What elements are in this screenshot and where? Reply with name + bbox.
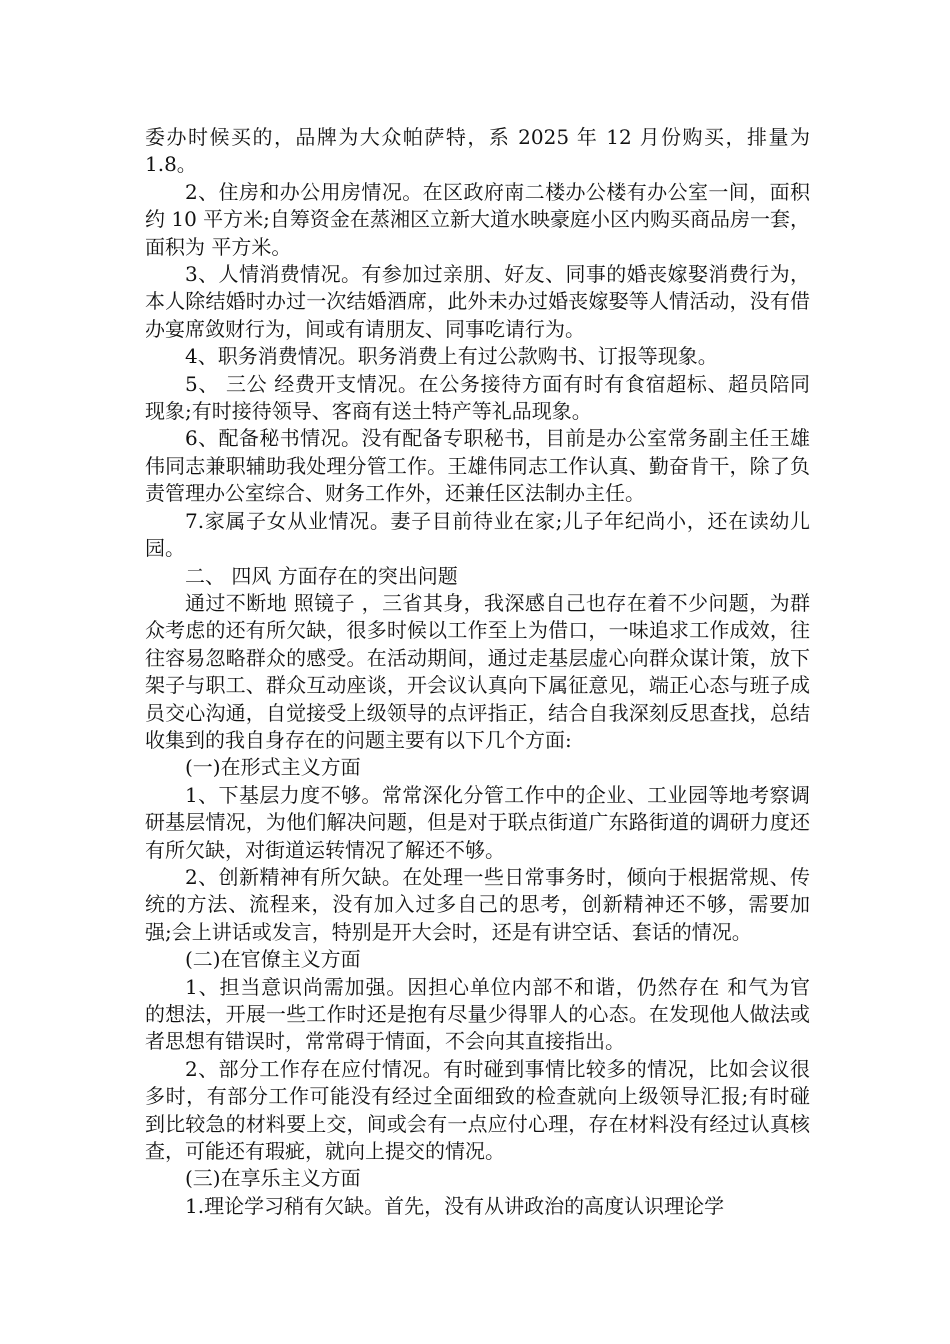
- paragraph-duty-expenses: 4、职务消费情况。职务消费上有过公款购书、订报等现象。: [185, 344, 718, 369]
- paragraph-self-reflection: 通过不断地 照镜子 ，三省其身，我深感自己也存在着不少问题，为群众考虑的还有所欠缺，很多时候以工作至上为借口，一味追求工作成效，往往容易忽略群众的感受。在活动期间，通过走基层虚心向群众谋计策，放下架子与职工、群众互动座谈，开会议认真向下属征意见，端正心态与班子成员交心沟通，自觉接受上级领导的点评指正，结合自我深刻反思查找，总结收集到的我自身存在的问题主要有以下几个方面:: [145, 590, 810, 752]
- paragraph-car-info-continued: 委办时候买的，品牌为大众帕萨特，系 2025 年 12 月份购买，排量为 1.8。: [145, 125, 810, 177]
- paragraph-innovation: 2、创新精神有所欠缺。在处理一些日常事务时，倾向于根据常规、传统的方法、流程来，没有加入过多自己的思考，创新精神还不够，需要加强;会上讲话或发言，特别是开大会时，还是有讲空话、套话的情况。: [145, 864, 810, 944]
- paragraph-social-expenses: 3、人情消费情况。有参加过亲朋、好友、同事的婚丧嫁娶消费行为，本人除结婚时办过一次结婚酒席，此外未办过婚丧嫁娶等人情活动，没有借办宴席敛财行为，间或有请朋友、同事吃请行为。: [145, 262, 810, 341]
- section-heading-four-winds: 二、 四风 方面存在的突出问题: [185, 563, 458, 588]
- document-page: [145, 124, 810, 1220]
- subheading-bureaucratism: (二)在官僚主义方面: [185, 947, 361, 972]
- paragraph-responsibility: 1、担当意识尚需加强。因担心单位内部不和谐，仍然存在 和气为官 的想法，开展一些工作时还是抱有尽量少得罪人的心态。在发现他人做法或者思想有错误时，常常碍于情面，不会向其直接指出。: [145, 974, 810, 1054]
- paragraph-three-public-expenses: 5、 三公 经费开支情况。在公务接待方面有时有食宿超标、超员陪同现象;有时接待领导、客商有送土特产等礼品现象。: [145, 371, 810, 424]
- paragraph-perfunctory-work: 2、部分工作存在应付情况。有时碰到事情比较多的情况，比如会议很多时，有部分工作可能没有经过全面细致的检查就向上级领导汇报;有时碰到比较急的材料要上交，间或会有一点应付心理，存在材料没有经过认真核查，可能还有瑕疵，就向上提交的情况。: [145, 1056, 810, 1164]
- subheading-formalism: (一)在形式主义方面: [185, 755, 361, 780]
- paragraph-grassroots-visits: 1、下基层力度不够。常常深化分管工作中的企业、工业园等地考察调研基层情况，为他们解决问题，但是对于联点街道广东路街道的调研力度还有所欠缺，对街道运转情况了解还不够。: [145, 782, 810, 862]
- paragraph-housing: 2、住房和办公用房情况。在区政府南二楼办公楼有办公室一间，面积约 10 平方米;自筹资金在蒸湘区立新大道水映豪庭小区内购买商品房一套，面积为 平方米。: [145, 179, 810, 259]
- paragraph-theory-study: 1.理论学习稍有欠缺。首先，没有从讲政治的高度认识理论学: [185, 1193, 725, 1218]
- subheading-hedonism: (三)在享乐主义方面: [185, 1166, 361, 1191]
- paragraph-family-employment: 7.家属子女从业情况。妻子目前待业在家;儿子年纪尚小，还在读幼儿园。: [145, 508, 810, 561]
- paragraph-secretary: 6、配备秘书情况。没有配备专职秘书，目前是办公室常务副主任王雄伟同志兼职辅助我处理分管工作。王雄伟同志工作认真、勤奋肯干，除了负责管理办公室综合、财务工作外，还兼任区法制办主任。: [145, 426, 810, 506]
